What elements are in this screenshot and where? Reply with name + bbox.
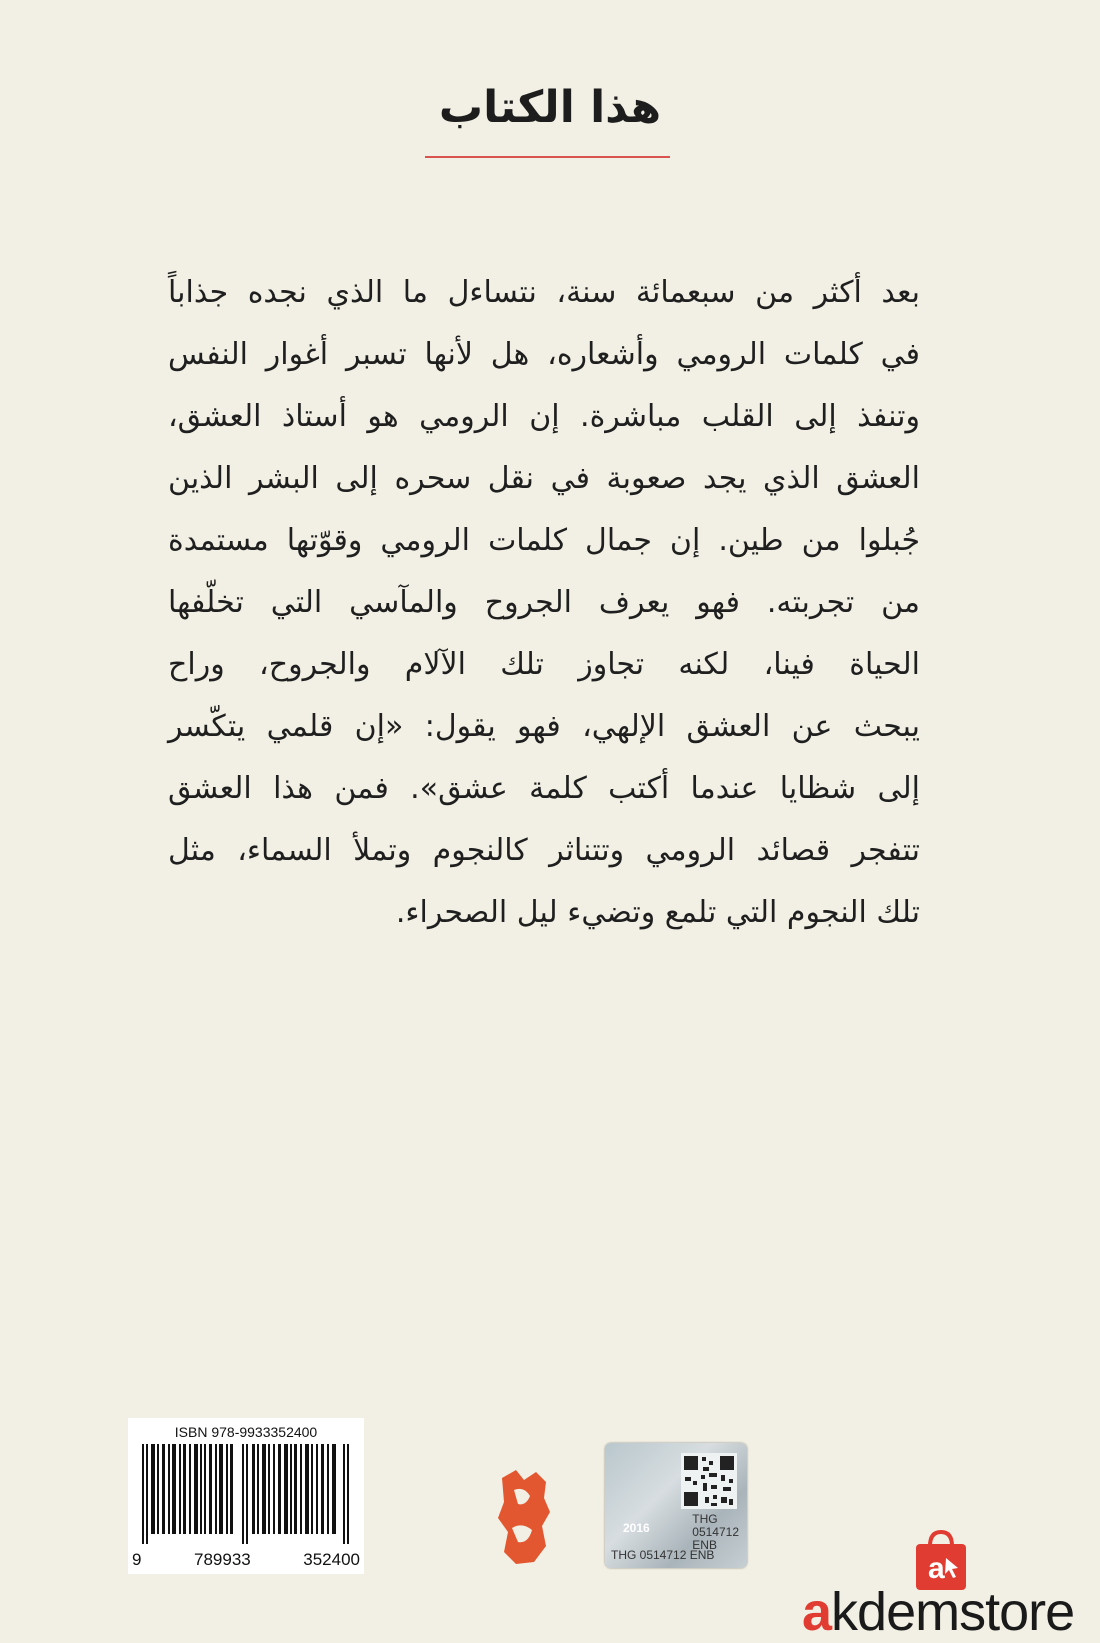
blurb-line: وتنفذ إلى القلب مباشرة. إن الرومي هو أستاذ العشق، bbox=[168, 399, 920, 434]
barcode-digit-group: 9 bbox=[132, 1550, 142, 1569]
security-hologram-sticker bbox=[605, 1443, 747, 1568]
blurb-line: تلك النجوم التي تلمع وتضيء ليل الصحراء. bbox=[395, 895, 920, 930]
barcode-digit-group: 352400 bbox=[303, 1550, 360, 1569]
barcode-digit-group: 789933 bbox=[194, 1550, 251, 1569]
hologram-code-line: THG bbox=[692, 1512, 718, 1526]
hologram-code-line: ENB bbox=[692, 1538, 717, 1552]
store-watermark bbox=[802, 1528, 1100, 1643]
blurb-line: في كلمات الرومي وأشعاره، هل لأنها تسبر أغوار النفس bbox=[168, 337, 920, 372]
hologram-code bbox=[692, 1513, 739, 1552]
hologram-serial: THG 0514712 ENB bbox=[611, 1548, 715, 1562]
blurb-line: بعد أكثر من سبعمائة سنة، نتساءل ما الذي نجده جذاباً bbox=[168, 275, 920, 310]
store-name bbox=[802, 1581, 1074, 1643]
publisher-logo-icon bbox=[494, 1468, 554, 1566]
blurb-line: الحياة فينا، لكنه تجاوز تلك الآلام والجروح، وراح bbox=[168, 647, 920, 682]
hologram-code-line: 0514712 bbox=[692, 1525, 739, 1539]
blurb-line: إلى شظايا عندما أكتب كلمة عشق». فمن هذا العشق bbox=[168, 771, 920, 806]
store-name-initial: a bbox=[802, 1582, 832, 1642]
isbn-barcode bbox=[128, 1418, 364, 1574]
store-name-rest: kdemstore bbox=[831, 1582, 1075, 1642]
blurb-line: يبحث عن العشق الإلهي، فهو يقول: «إن قلمي يتكّسر bbox=[168, 709, 920, 744]
blurb-paragraph bbox=[168, 262, 920, 944]
svg-text:a: a bbox=[928, 1552, 945, 1585]
blurb-line: تتفجر قصائد الرومي وتتناثر كالنجوم وتملأ السماء، مثل bbox=[168, 833, 920, 868]
blurb-line: العشق الذي يجد صعوبة في نقل سحره إلى البشر الذين bbox=[168, 461, 920, 496]
title-underline bbox=[425, 156, 670, 158]
page-title: هذا الكتاب bbox=[438, 82, 662, 133]
blurb-line: جُبلوا من طين. إن جمال كلمات الرومي وقوّتها مستمدة bbox=[168, 523, 920, 558]
qr-code-icon bbox=[681, 1453, 737, 1509]
blurb-line: من تجربته. فهو يعرف الجروح والمآسي التي تخلّفها bbox=[168, 585, 920, 620]
hologram-year: 2016 bbox=[623, 1521, 650, 1535]
barcode-digits bbox=[132, 1550, 360, 1570]
isbn-label: ISBN 978-9933352400 bbox=[174, 1424, 318, 1440]
barcode-bars-icon bbox=[142, 1444, 350, 1544]
